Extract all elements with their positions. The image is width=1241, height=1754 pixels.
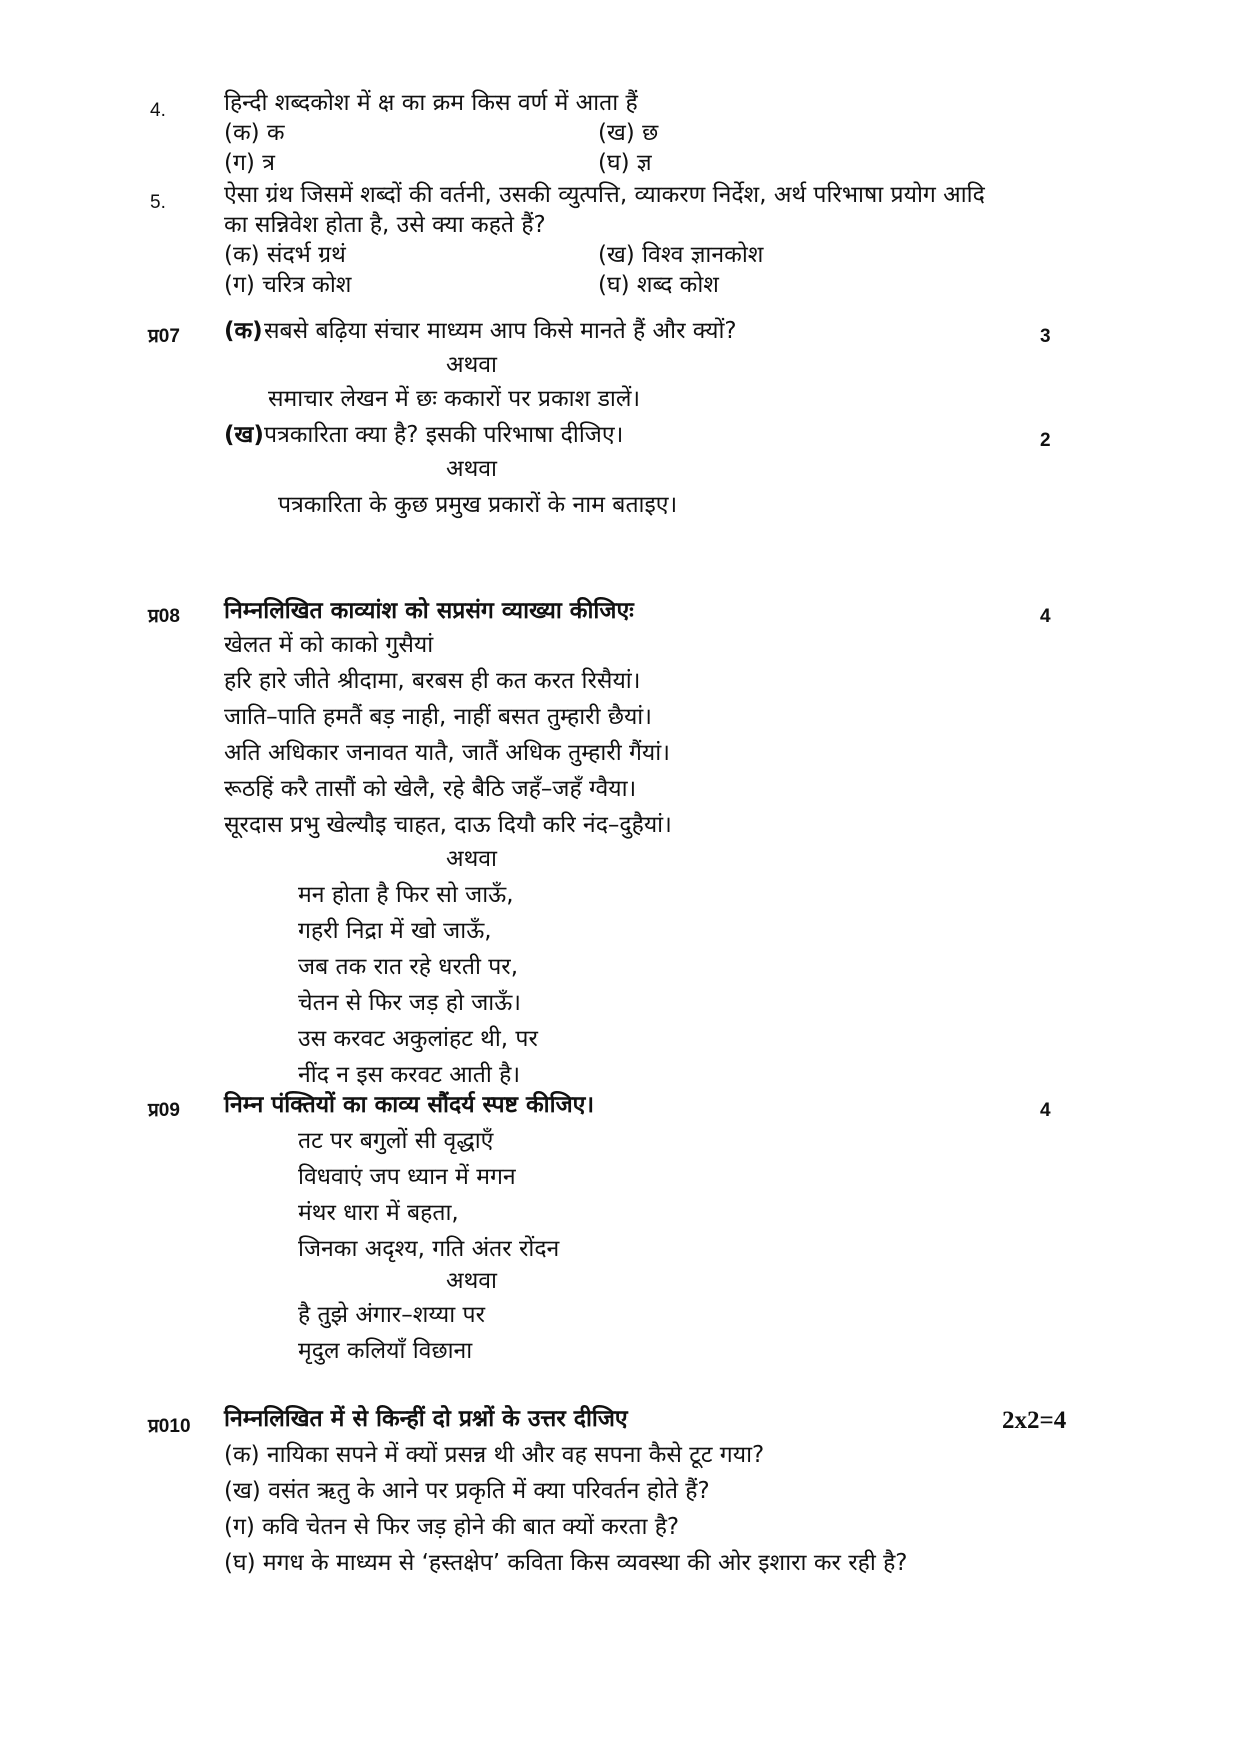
q8-poem1-line: अति अधिकार जनावत यातै, जातैं अधिक तुम्हारी गैंयां। bbox=[224, 740, 670, 766]
q4-option-c: (ग) त्र bbox=[224, 150, 275, 176]
q9-poem1-line: जिनका अदृश्य, गति अंतर रोंदन bbox=[298, 1236, 560, 1262]
q10-marks: 2x2=4 bbox=[1002, 1407, 1067, 1434]
q8-or: अथवा bbox=[446, 846, 498, 872]
q5-option-b: (ख) विश्व ज्ञानकोश bbox=[598, 242, 764, 268]
q8-marks: 4 bbox=[1040, 606, 1051, 627]
q10-item: (ग) कवि चेतन से फिर जड़ होने की बात क्यों करता है? bbox=[224, 1514, 680, 1540]
q9-poem1-line: मंथर धारा में बहता, bbox=[298, 1200, 459, 1226]
q4-option-b: (ख) छ bbox=[598, 120, 659, 146]
q7-part-b-marks: 2 bbox=[1040, 430, 1051, 451]
q10-number: प्र010 bbox=[148, 1416, 191, 1437]
q10-item: (घ) मगध के माध्यम से ‘हस्तक्षेप’ कविता किस व्यवस्था की ओर इशारा कर रही है? bbox=[224, 1550, 908, 1576]
q10-item: (क) नायिका सपने में क्यों प्रसन्न थी और वह सपना कैसे टूट गया? bbox=[224, 1442, 765, 1468]
q10-heading: निम्नलिखित में से किन्हीं दो प्रश्नों के उत्तर दीजिए bbox=[224, 1406, 628, 1432]
q7-number: प्र07 bbox=[148, 326, 180, 347]
q7-part-a-marks: 3 bbox=[1040, 326, 1051, 347]
q5-question-line2: का सन्निवेश होता है, उसे क्या कहते हैं? bbox=[224, 212, 546, 238]
q7-part-b-question: पत्रकारिता क्या है? इसकी परिभाषा दीजिए। bbox=[264, 422, 624, 448]
q8-number: प्र08 bbox=[148, 606, 180, 627]
q9-marks: 4 bbox=[1040, 1100, 1051, 1121]
q8-poem2-line: उस करवट अकुलांहट थी, पर bbox=[298, 1026, 538, 1052]
q4-option-d: (घ) ज्ञ bbox=[598, 150, 652, 176]
q7-part-a-label: (क) bbox=[224, 318, 263, 344]
q7-or-b: अथवा bbox=[446, 456, 498, 482]
q4-option-a: (क) क bbox=[224, 120, 285, 146]
q5-option-d: (घ) शब्द कोश bbox=[598, 272, 719, 298]
q7-part-a-question: सबसे बढ़िया संचार माध्यम आप किसे मानते हैं और क्यों? bbox=[264, 318, 737, 344]
q7-or-a: अथवा bbox=[446, 352, 498, 378]
q9-number: प्र09 bbox=[148, 1100, 180, 1121]
q7-part-a-alternative: समाचार लेखन में छः ककारों पर प्रकाश डालें। bbox=[268, 386, 641, 412]
q9-poem1-line: तट पर बगुलों सी वृद्धाएँ bbox=[298, 1128, 494, 1154]
q8-poem2-line: जब तक रात रहे धरती पर, bbox=[298, 954, 519, 980]
q8-poem2-line: नींद न इस करवट आती है। bbox=[298, 1062, 521, 1088]
q9-heading: निम्न पंक्तियों का काव्य सौंदर्य स्पष्ट कीजिए। bbox=[224, 1092, 595, 1118]
q5-question-line1: ऐसा ग्रंथ जिसमें शब्दों की वर्तनी, उसकी व्युत्पत्ति, व्याकरण निर्देश, अर्थ परिभाषा प्रयोग आदि bbox=[224, 182, 985, 208]
q9-poem2-line: है तुझे अंगार–शय्या पर bbox=[298, 1302, 485, 1328]
q8-poem1-line: जाति–पाति हमतैं बड़ नाही, नाहीं बसत तुम्हारी छैयां। bbox=[224, 704, 652, 730]
q9-poem1-line: विधवाएं जप ध्यान में मगन bbox=[298, 1164, 516, 1190]
q8-poem1-line: हरि हारे जीते श्रीदामा, बरबस ही कत करत रिसैयां। bbox=[224, 668, 641, 694]
q8-poem2-line: मन होता है फिर सो जाऊँ, bbox=[298, 882, 514, 908]
q7-part-b-alternative: पत्रकारिता के कुछ प्रमुख प्रकारों के नाम बताइए। bbox=[278, 492, 678, 518]
q10-item: (ख) वसंत ऋतु के आने पर प्रकृति में क्या परिवर्तन होते हैं? bbox=[224, 1478, 710, 1504]
q5-option-c: (ग) चरित्र कोश bbox=[224, 272, 352, 298]
q8-poem1-line: रूठहिं करै तासौं को खेलै, रहे बैठि जहँ–जहँ ग्वैया। bbox=[224, 776, 637, 802]
q8-poem1-line: सूरदास प्रभु खेल्यौइ चाहत, दाऊ दियौ करि नंद–दुहैयां। bbox=[224, 812, 672, 838]
q9-poem2-line: मृदुल कलियाँ विछाना bbox=[298, 1338, 473, 1364]
q7-part-b-label: (ख) bbox=[224, 422, 264, 448]
q4-question: हिन्दी शब्दकोश में क्ष का क्रम किस वर्ण में आता हैं bbox=[224, 90, 638, 116]
q5-option-a: (क) संदर्भ ग्रथं bbox=[224, 242, 346, 268]
q8-poem2-line: चेतन से फिर जड़ हो जाऊँ। bbox=[298, 990, 522, 1016]
q5-number: 5. bbox=[150, 192, 166, 213]
q4-number: 4. bbox=[150, 100, 166, 121]
q8-heading: निम्नलिखित काव्यांश को सप्रसंग व्याख्या कीजिएः bbox=[224, 598, 634, 624]
q9-or: अथवा bbox=[446, 1268, 498, 1294]
q8-poem1-line: खेलत में को काको गुसैयां bbox=[224, 632, 434, 658]
q8-poem2-line: गहरी निद्रा में खो जाऊँ, bbox=[298, 918, 492, 944]
